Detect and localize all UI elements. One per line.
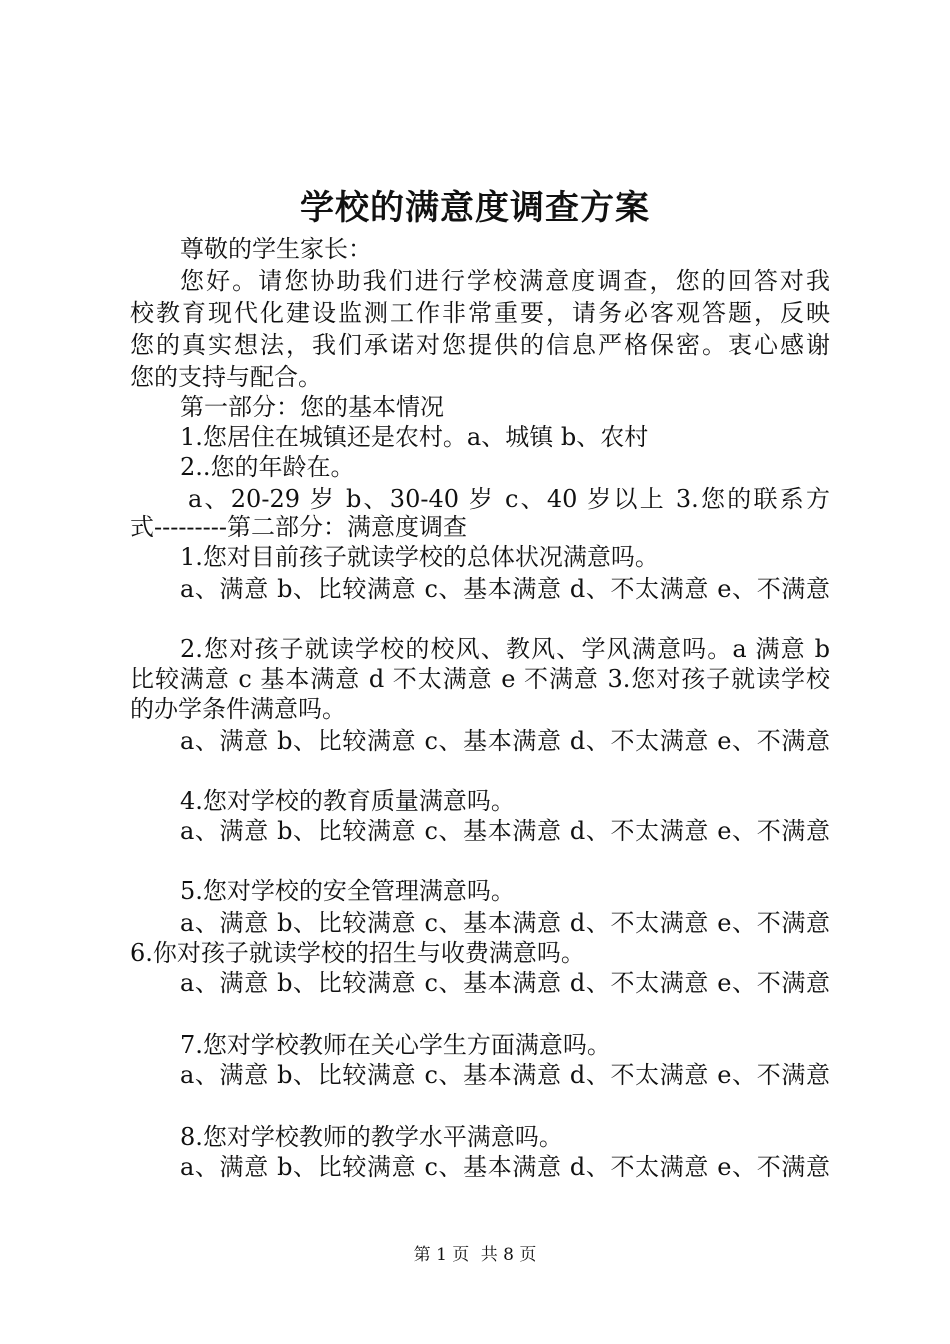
question-options: a、20-29 岁 b、30-40 岁 c、40 岁以上 3.您的联系方 (188, 485, 830, 513)
paragraph-line: 校教育现代化建设监测工作非常重要，请务必客观答题，反映 (130, 299, 830, 327)
question-line: 5.您对学校的安全管理满意吗。 (180, 877, 515, 905)
question-line: 1.您对目前孩子就读学校的总体状况满意吗。 (180, 543, 659, 571)
question-line: 4.您对学校的教育质量满意吗。 (180, 787, 515, 815)
question-line: 2.您对孩子就读学校的校风、教风、学风满意吗。a 满意 b (180, 635, 830, 663)
question-line: 的办学条件满意吗。 (130, 695, 346, 723)
paragraph-line: 您的支持与配合。 (130, 363, 322, 391)
question-line: 2..您的年龄在。 (180, 453, 355, 481)
answer-options: a、满意 b、比较满意 c、基本满意 d、不太满意 e、不满意 (180, 969, 830, 997)
answer-options: a、满意 b、比较满意 c、基本满意 d、不太满意 e、不满意 (180, 1153, 830, 1181)
section-heading: 第一部分：您的基本情况 (180, 393, 444, 421)
question-line: 比较满意 c 基本满意 d 不太满意 e 不满意 3.您对孩子就读学校 (130, 665, 830, 693)
question-line: 6.你对孩子就读学校的招生与收费满意吗。 (130, 939, 585, 967)
answer-options: a、满意 b、比较满意 c、基本满意 d、不太满意 e、不满意 (180, 1061, 830, 1089)
paragraph-line: 您的真实想法，我们承诺对您提供的信息严格保密。衷心感谢 (130, 331, 830, 359)
answer-options: a、满意 b、比较满意 c、基本满意 d、不太满意 e、不满意 (180, 909, 830, 937)
greeting: 尊敬的学生家长： (180, 235, 372, 263)
page-number: 第 1 页 (413, 1245, 470, 1265)
question-line: 8.您对学校教师的教学水平满意吗。 (180, 1123, 563, 1151)
answer-options: a、满意 b、比较满意 c、基本满意 d、不太满意 e、不满意 (180, 575, 830, 603)
question-line: 1.您居住在城镇还是农村。a、城镇 b、农村 (180, 423, 649, 451)
document-title: 学校的满意度调查方案 (300, 188, 650, 228)
page-footer (0, 1244, 950, 1266)
paragraph-line: 您好。请您协助我们进行学校满意度调查，您的回答对我 (180, 267, 830, 295)
answer-options: a、满意 b、比较满意 c、基本满意 d、不太满意 e、不满意 (180, 817, 830, 845)
question-line: 7.您对学校教师在关心学生方面满意吗。 (180, 1031, 611, 1059)
page-total: 共 8 页 (480, 1245, 537, 1265)
answer-options: a、满意 b、比较满意 c、基本满意 d、不太满意 e、不满意 (180, 727, 830, 755)
section-heading: 式---------第二部分：满意度调查 (130, 513, 467, 541)
